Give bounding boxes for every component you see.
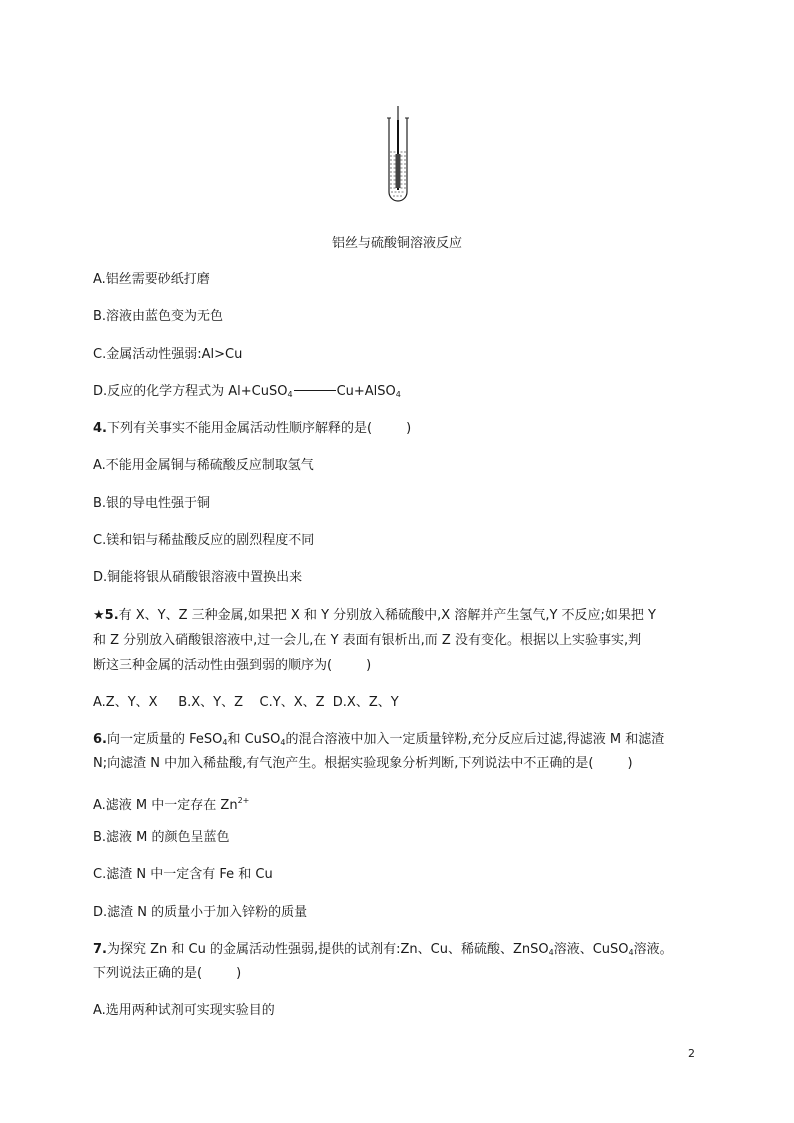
question-text: 下列说法正确的是(	[93, 966, 203, 981]
subscript: 4	[222, 738, 228, 747]
test-tube-diagram	[383, 106, 413, 206]
subscript: 4	[395, 390, 401, 399]
subscript: 4	[280, 738, 286, 747]
paren-close: )	[627, 756, 633, 771]
question-text: 溶液、CuSO	[553, 942, 629, 957]
q3-option-d	[93, 383, 401, 404]
q7-line-2	[93, 965, 241, 983]
q6-option-c: C.滤渣 N 中一定含有 Fe 和 Cu	[93, 867, 273, 882]
test-tube-figure	[383, 106, 413, 210]
paren-close: )	[406, 421, 412, 436]
q5-line-2: 和 Z 分别放入硝酸银溶液中,过一会儿,在 Y 表面有银析出,而 Z 没有变化。根据以上实验事实,判	[93, 633, 642, 648]
q3-d-product: Cu+AlSO	[336, 384, 396, 399]
option-text: A.滤液 M 中一定存在 Zn	[93, 798, 238, 813]
question-text: N;向滤渣 N 中加入稀盐酸,有气泡产生。根据实验现象分析判断,下列说法中不正确的是(	[93, 756, 594, 771]
q5-line-3	[93, 657, 371, 675]
q3-d-text: D.反应的化学方程式为 Al+CuSO	[93, 384, 288, 399]
question-text: 断这三种金属的活动性由强到弱的顺序为(	[93, 658, 333, 673]
superscript: 2+	[237, 796, 250, 805]
subscript: 4	[548, 948, 554, 957]
q6-option-b: B.滤液 M 的颜色呈蓝色	[93, 830, 230, 845]
q4-option-b: B.银的导电性强于铜	[93, 496, 211, 511]
q5-options: A.Z、Y、X B.X、Y、Z C.Y、X、Z D.X、Z、Y	[93, 695, 399, 710]
q6-line-2	[93, 755, 633, 773]
paren-close: )	[366, 658, 372, 673]
question-number: 6.	[93, 732, 107, 747]
question-text: 向一定质量的 FeSO	[106, 732, 223, 747]
question-text: 溶液。	[633, 942, 673, 957]
q7-line-1	[93, 941, 673, 962]
q6-option-a	[93, 792, 249, 815]
q5-line-1	[93, 607, 656, 625]
q6-option-d: D.滤渣 N 的质量小于加入锌粉的质量	[93, 905, 308, 920]
q4-option-a: A.不能用金属铜与稀硫酸反应制取氢气	[93, 458, 314, 473]
q3-option-b: B.溶液由蓝色变为无色	[93, 309, 224, 324]
question-text: 和 CuSO	[227, 732, 281, 747]
question-text: 下列有关事实不能用金属活动性顺序解释的是(	[106, 421, 373, 436]
question-number: 7.	[93, 942, 107, 957]
question-text: 为探究 Zn 和 Cu 的金属活动性强弱,提供的试剂有:Zn、Cu、稀硫酸、ZnSO	[106, 942, 549, 957]
subscript: 4	[628, 948, 634, 957]
q4-option-c: C.镁和铝与稀盐酸反应的剧烈程度不同	[93, 533, 315, 548]
question-number: ★5.	[93, 608, 119, 623]
paren-close: )	[236, 966, 242, 981]
q3-option-a: A.铝丝需要砂纸打磨	[93, 272, 210, 287]
question-text: 的混合溶液中加入一定质量锌粉,充分反应后过滤,得滤液 M 和滤渣	[285, 732, 665, 747]
subscript: 4	[287, 390, 293, 399]
q3-option-c: C.金属活动性强弱:Al>Cu	[93, 347, 243, 362]
equation-line	[294, 390, 336, 391]
q6-line-1	[93, 731, 664, 752]
page-number: 2	[688, 1047, 695, 1060]
question-text: 有 X、Y、Z 三种金属,如果把 X 和 Y 分别放入稀硫酸中,X 溶解并产生氢气,Y 不反应;如果把 Y	[118, 608, 656, 623]
question-number: 4.	[93, 421, 107, 436]
q4-option-d: D.铜能将银从硝酸银溶液中置换出来	[93, 570, 303, 585]
q4-stem	[93, 420, 411, 438]
figure-caption: 铝丝与硫酸铜溶液反应	[331, 236, 462, 251]
q7-option-a: A.选用两种试剂可实现实验目的	[93, 1003, 275, 1018]
